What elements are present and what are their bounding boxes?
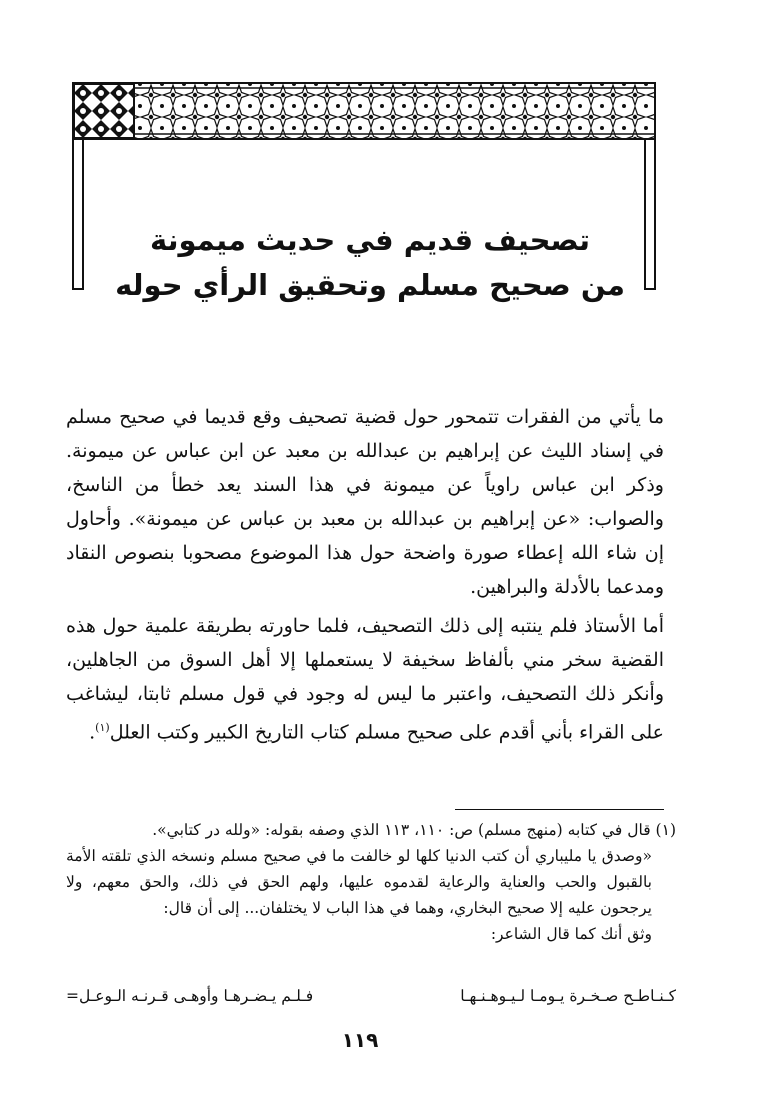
footnote-verse (66, 983, 676, 1009)
chapter-title-line-1: تصحيف قديم في حديث ميمونة (150, 223, 590, 257)
chapter-title-line-2: من صحيح مسلم وتحقيق الرأي حوله (115, 268, 625, 302)
body-paragraph-2 (66, 609, 664, 749)
footnote-1-heading: (١) قال في كتابه (منهج مسلم) ص: ١١٠، ١١٣ الذي وصفه بقوله: «ولله در كتابي». (152, 821, 676, 839)
body-paragraph-1: ما يأتي من الفقرات تتمحور حول قضية تصحيف وقع قديما في صحيح مسلم في إسناد الليث عن إبراهيم بن عبدالله بن معبد عن ابن عباس عن ميمونة. وذكر ابن عباس راوياً عن ميمونة في هذا السند يعد خطأ من الناسخ، والصواب: «عن إبراهيم بن عبدالله بن معبد بن عباس عن ميمونة». وأحاول إن شاء الله إعطاء صورة واضحة حول هذا الموضوع مصحوبا بنصوص النقاد ومدعما بالأدلة والبراهين. (66, 406, 664, 598)
header-ornament-band (72, 82, 656, 140)
paragraph-2-text: أما الأستاذ فلم ينتبه إلى ذلك التصحيف، فلما حاورته بطريقة علمية حول هذه القضية سخر مني بألفاظ سخيفة لا يستعملها إلا أهل السوق من الجاهلين، وأنكر ذلك التصحيف، واعتبر ما ليس له وجود في قول مسلم ثابتا، ليشاغب على القراء بأني أقدم على صحيح مسلم كتاب التاريخ الكبير وكتب العلل (66, 615, 664, 744)
footnote-reference: (١) (95, 721, 110, 734)
paragraph-end-period: . (89, 721, 96, 744)
footnote-quote: «وصدق يا مليباري أن كتب الدنيا كلها لو خالفت ما في صحيح مسلم ونسخه الذي تلقته الأمة بالقبول والحب والعناية والرعاية لقدموه عليها، ولهم الحق في ذلك، والحق معهم، ولا يرجحون عليه إلا صحيح البخاري، وهما في هذا الباب لا يختلفان... إلى أن قال: (66, 847, 652, 917)
page-number: ١١٩ (341, 1028, 379, 1052)
footnote-poet-intro: وثق أنك كما قال الشاعر: (490, 925, 652, 943)
verse-second-half: فـلـم يـضـرهـا وأوهـى قـرنـه الـوعـل= (66, 987, 314, 1005)
ornament-pattern-icon (74, 84, 654, 138)
frame-right-leg (644, 140, 656, 290)
footnote-1-body (66, 843, 676, 947)
verse-first-half: كـنـاطـح صـخـرة يـومـا لـيـوهـنـهـا (460, 987, 676, 1005)
frame-left-leg (72, 140, 84, 290)
footnote-separator (455, 809, 664, 810)
